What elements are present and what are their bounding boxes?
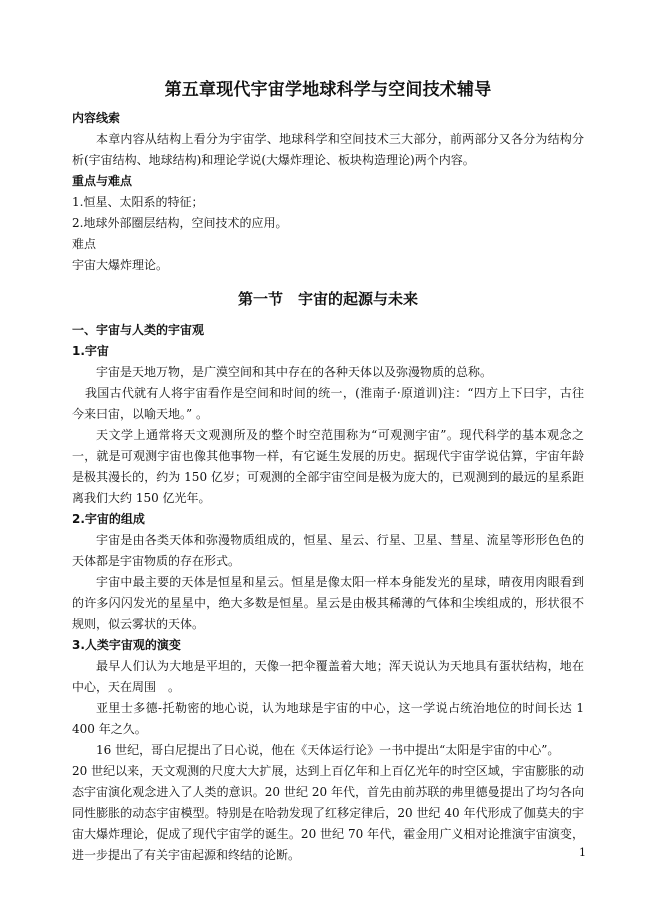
difficulty-heading: 难点 — [72, 237, 97, 251]
key-points-heading: 重点与难点 — [72, 174, 133, 188]
paragraph: 16 世纪，哥白尼提出了日心说，他在《天体运行论》一书中提出“太阳是宇宙的中心”。 — [96, 743, 560, 757]
key-point-item: 1.恒星、太阳系的特征； — [72, 195, 204, 209]
intro-paragraph: 本章内容从结构上看分为宇宙学、地球科学和空间技术三大部分，前两部分又各分为结构分析(宇宙结构、地球结构)和理论学说(大爆炸理论、板块构造理论)两个内容。 — [72, 132, 584, 167]
subsection-heading-universe: 1.宇宙 — [72, 344, 109, 358]
chapter-title: 第五章现代宇宙学地球科学与空间技术辅导 — [164, 80, 492, 100]
intro-heading: 内容线索 — [72, 111, 121, 125]
paragraph: 亚里士多德-托勒密的地心说，认为地球是宇宙的中心，这一学说占统治地位的时间长达 1 400 年之久。 — [72, 701, 584, 736]
subsection-heading-composition: 2.宇宙的组成 — [72, 512, 145, 526]
subsection-heading-evolution: 3.人类宇宙观的演变 — [72, 638, 181, 652]
paragraph: 宇宙中最主要的天体是恒星和星云。恒星是像太阳一样本身能发光的星球，晴夜用肉眼看到的许多闪闪发光的星星中，绝大多数是恒星。星云是由极其稀薄的气体和尘埃组成的，形状很不规则，似云雾状的天体。 — [72, 575, 584, 631]
section-title: 第一节 宇宙的起源与未来 — [237, 290, 418, 308]
part-heading: 一、宇宙与人类的宇宙观 — [72, 323, 205, 337]
paragraph: 最早人们认为大地是平坦的，天像一把伞覆盖着大地；浑天说认为天地具有蛋状结构，地在中心，天在周围 。 — [72, 659, 584, 694]
difficulty-text: 宇宙大爆炸理论。 — [72, 258, 169, 272]
key-point-item: 2.地球外部圈层结构，空间技术的应用。 — [72, 216, 288, 230]
document-body — [72, 78, 584, 866]
paragraph: 我国古代就有人将宇宙看作是空间和时间的统一，(淮南子·原道训)注：“四方上下曰宇，古往今来曰宙，以喻天地。” 。 — [72, 386, 584, 421]
paragraph: 宇宙是由各类天体和弥漫物质组成的，恒星、星云、行星、卫星、彗星、流星等形形色色的天体都是宇宙物质的存在形式。 — [72, 533, 584, 568]
paragraph: 天文学上通常将天文观测所及的整个时空范围称为“可观测宇宙”。现代科学的基本观念之一，就是可观测宇宙也像其他事物一样，有它诞生发展的历史。据现代宇宙学说估算，宇宙年龄是极其漫长的，约为 150 亿岁；可观测的全部宇宙空间是极为庞大的，已观测到的最远的星系距离我们大约 150 亿光年。 — [72, 428, 584, 505]
page-number: 1 — [579, 846, 586, 859]
paragraph: 宇宙是天地万物，是广漠空间和其中存在的各种天体以及弥漫物质的总称。 — [96, 365, 493, 379]
paragraph: 20 世纪以来，天文观测的尺度大大扩展，达到上百亿年和上百亿光年的时空区域，宇宙膨胀的动态宇宙演化观念进入了人类的意识。20 世纪 20 年代，首先由前苏联的弗里德曼提出了均匀各向同性膨胀的动态宇宙模型。特别是在哈勃发现了红移定律后，20 世纪 40 年代形成了伽莫夫的宇宙大爆炸理论，促成了现代宇宙学的诞生。20 世纪 70 年代，霍金用广义相对论推演宇宙演变，进一步提出了有关宇宙起源和终结的论断。 — [72, 764, 584, 862]
